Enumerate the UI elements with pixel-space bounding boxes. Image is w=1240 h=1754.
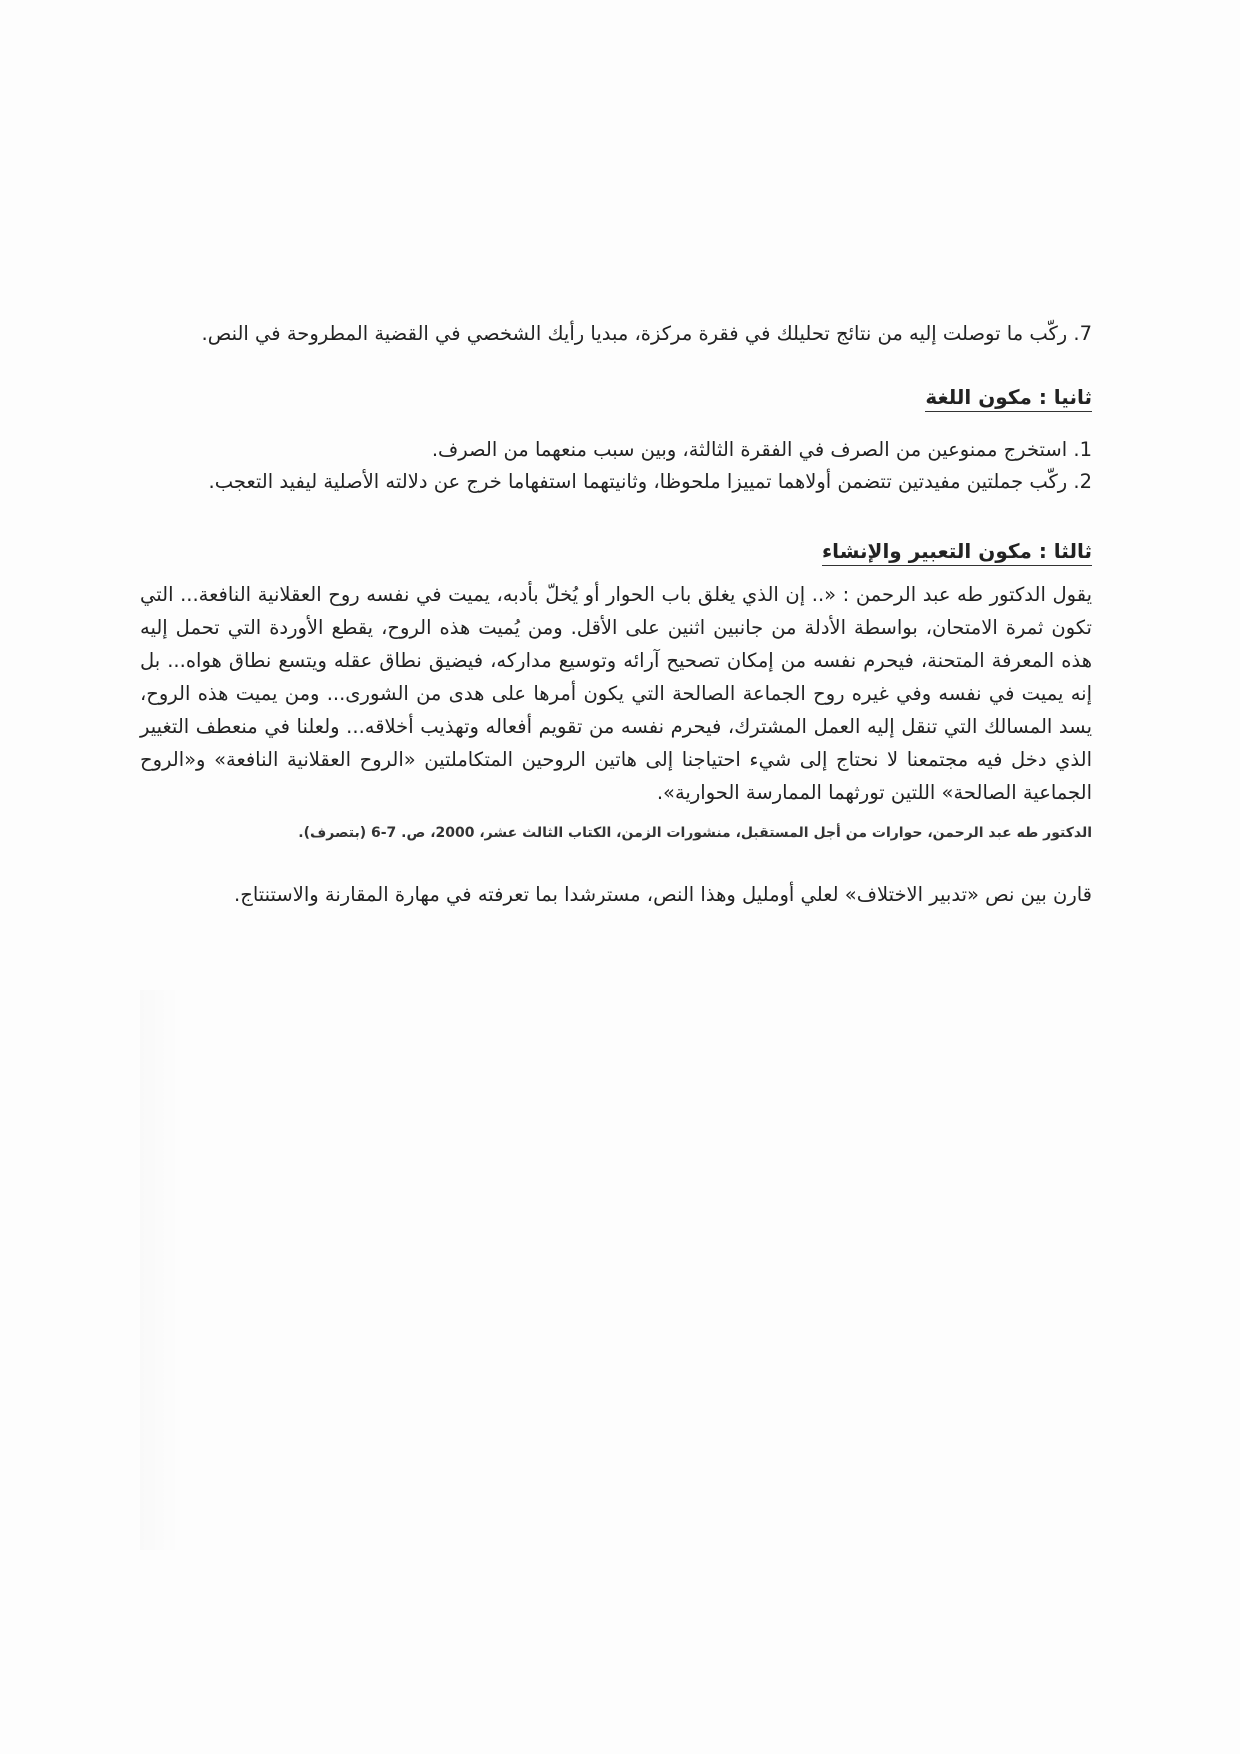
section-three-heading — [140, 536, 1092, 566]
language-question-1: 1. استخرج ممنوعين من الصرف في الفقرة الثالثة، وبين سبب منعهما من الصرف. — [431, 438, 1092, 461]
writing-task: قارن بين نص «تدبير الاختلاف» لعلي أومليل وهذا النص، مسترشدا بما تعرفته في مهارة المقارنة والاستنتاج. — [234, 883, 1092, 906]
quoted-text: يقول الدكتور طه عبد الرحمن : «.. إن الذي يغلق باب الحوار أو يُخلّ بأدبه، يميت في نفسه روح العقلانية النافعة... التي تكون ثمرة الامتحان، بواسطة الأدلة من جانبين اثنين على الأقل. ومن يُميت هذه الروح، يقطع الأوردة التي تحمل إليه هذه المعرفة المتحنة، فيحرم نفسه من إمكان تصحيح آرائه وتوسيع مداركه، فيضيق نطاق عقله ويتسع نطاق هواه... بل إنه يميت في نفسه وفي غيره روح الجماعة الصالحة التي يكون أمرها على هدى من الشورى... ومن يميت هذه الروح، يسد المسالك التي تنقل إليه العمل المشترك، فيحرم نفسه من تقويم أفعاله وتهذيب أخلاقه... ولعلنا في منعطف التغيير الذي دخل فيه مجتمعنا لا نحتاج إلى شيء احتياجنا إلى هاتين الروحين المتكاملتين «الروح العقلانية النافعة» و«الروح الجماعية الصالحة» اللتين تورثهما الممارسة الحوارية». — [140, 583, 1092, 804]
language-question-2: 2. ركّب جملتين مفيدتين تتضمن أولاهما تمييزا ملحوظا، وثانيتهما استفهاما خرج عن دلالته الأصلية ليفيد التعجب. — [208, 470, 1092, 493]
section-three-heading-text: ثالثا : مكون التعبير والإنشاء — [822, 539, 1092, 566]
section-two-heading-text: ثانيا : مكون اللغة — [925, 385, 1092, 412]
quote-source: الدكتور طه عبد الرحمن، حوارات من أجل المستقبل، منشورات الزمن، الكتاب الثالث عشر، 2000، ص. 7-6 (بتصرف). — [298, 825, 1092, 841]
section-two-heading — [140, 382, 1092, 412]
exam-content — [140, 318, 1092, 911]
question-7: 7. ركّب ما توصلت إليه من نتائج تحليلك في فقرة مركزة، مبديا رأيك الشخصي في القضية المطروحة في النص. — [201, 322, 1092, 345]
scan-shading — [140, 990, 180, 1550]
